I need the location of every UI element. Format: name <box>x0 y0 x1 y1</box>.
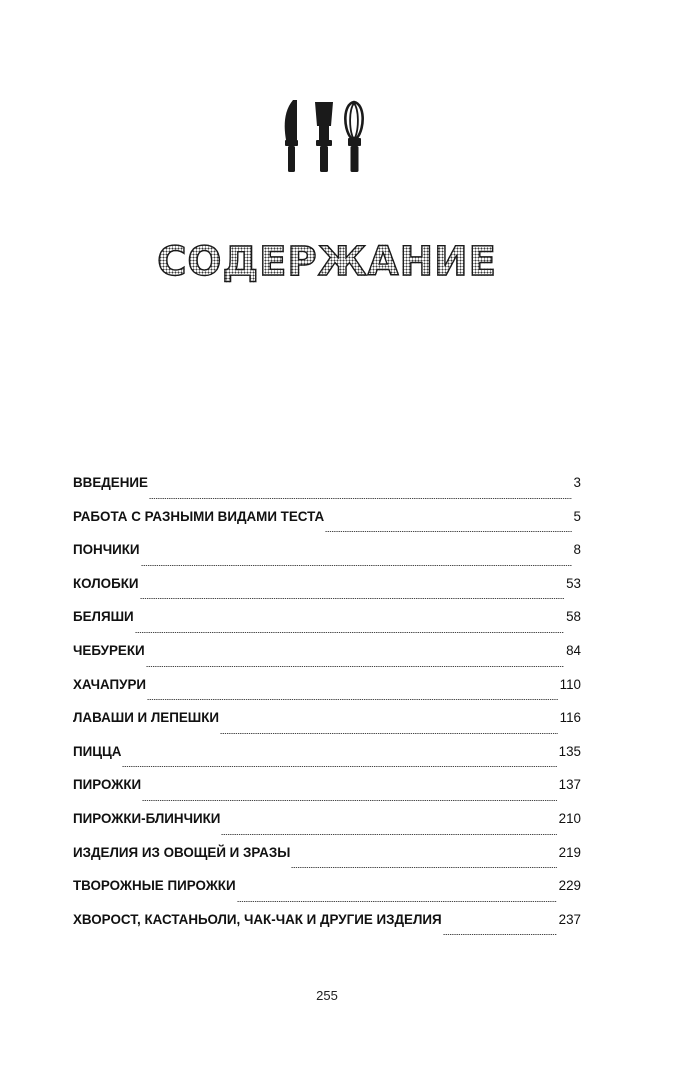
dot-leader <box>325 530 571 533</box>
toc-entry-page: 219 <box>558 844 581 860</box>
kitchen-tools-header <box>0 98 684 174</box>
toc-entry[interactable] <box>73 774 581 808</box>
toc-entry-page: 135 <box>558 743 581 759</box>
spatula-icon <box>315 102 333 172</box>
toc-entry-title: ВВЕДЕНИЕ <box>73 475 148 490</box>
toc-entry[interactable] <box>73 539 581 573</box>
toc-entry-page: 3 <box>573 475 581 490</box>
toc-entry-title: ЧЕБУРЕКИ <box>73 642 145 658</box>
toc-entry-page: 8 <box>573 542 581 558</box>
toc-entry-page: 84 <box>566 642 581 658</box>
toc-entry-page: 137 <box>558 777 581 793</box>
toc-entry-page: 53 <box>566 575 581 591</box>
toc-entry-page: 210 <box>558 810 581 826</box>
toc-entry-title: ТВОРОЖНЫЕ ПИРОЖКИ <box>73 878 236 894</box>
dot-leader <box>291 866 556 869</box>
toc-entry-title: ПИРОЖКИ <box>73 777 142 793</box>
toc-entry-title: БЕЛЯШИ <box>73 609 134 625</box>
dot-leader <box>141 564 572 567</box>
toc-entry[interactable] <box>73 875 581 909</box>
dot-leader <box>146 665 564 668</box>
toc-entry-page: 110 <box>559 676 581 692</box>
dot-leader <box>237 900 557 903</box>
toc-entry[interactable] <box>73 842 581 876</box>
page-number: 255 <box>316 988 338 1003</box>
toc-entry-title: ПИЦЦА <box>73 743 122 759</box>
dot-leader <box>122 765 556 768</box>
toc-entry-page: 5 <box>573 508 581 524</box>
toc-entry[interactable] <box>73 606 581 640</box>
dot-leader <box>140 597 565 600</box>
toc-entry-page: 116 <box>559 710 581 726</box>
knife-icon <box>285 100 298 172</box>
dot-leader <box>135 631 564 634</box>
toc-entry[interactable] <box>73 472 581 506</box>
toc-entry-title: РАБОТА С РАЗНЫМИ ВИДАМИ ТЕСТА <box>73 508 325 524</box>
toc-entry[interactable] <box>73 640 581 674</box>
toc-entry-page: 58 <box>566 609 581 625</box>
toc-entry[interactable] <box>73 674 581 708</box>
page-title: СОДЕРЖАНИЕ <box>0 232 654 292</box>
toc-entry[interactable] <box>73 506 581 540</box>
toc-entry[interactable] <box>73 808 581 842</box>
toc-entry-page: 237 <box>558 911 581 927</box>
kitchen-tools-icons <box>281 98 371 174</box>
toc-entry-title: ИЗДЕЛИЯ ИЗ ОВОЩЕЙ И ЗРАЗЫ <box>73 844 291 860</box>
toc-entry-title: КОЛОБКИ <box>73 575 139 591</box>
toc-entry-page: 229 <box>558 878 581 894</box>
toc-entry[interactable] <box>73 909 581 943</box>
table-of-contents <box>73 472 581 942</box>
toc-entry[interactable] <box>73 573 581 607</box>
toc-entry-title: ХВОРОСТ, КАСТАНЬОЛИ, ЧАК-ЧАК И ДРУГИЕ ИЗДЕЛИЯ <box>73 911 442 927</box>
dot-leader <box>221 833 556 836</box>
dot-leader <box>147 698 558 701</box>
toc-entry[interactable] <box>73 707 581 741</box>
whisk-icon <box>345 102 362 172</box>
dot-leader <box>220 732 558 735</box>
toc-entry-title: ПОНЧИКИ <box>73 542 140 558</box>
toc-entry-title: ЛАВАШИ И ЛЕПЕШКИ <box>73 710 220 726</box>
toc-entry-title: ПИРОЖКИ-БЛИНЧИКИ <box>73 810 221 826</box>
toc-entry[interactable] <box>73 741 581 775</box>
toc-entry-title: ХАЧАПУРИ <box>73 676 146 692</box>
dot-leader <box>443 933 557 936</box>
dot-leader <box>149 497 572 500</box>
dot-leader <box>142 799 557 802</box>
